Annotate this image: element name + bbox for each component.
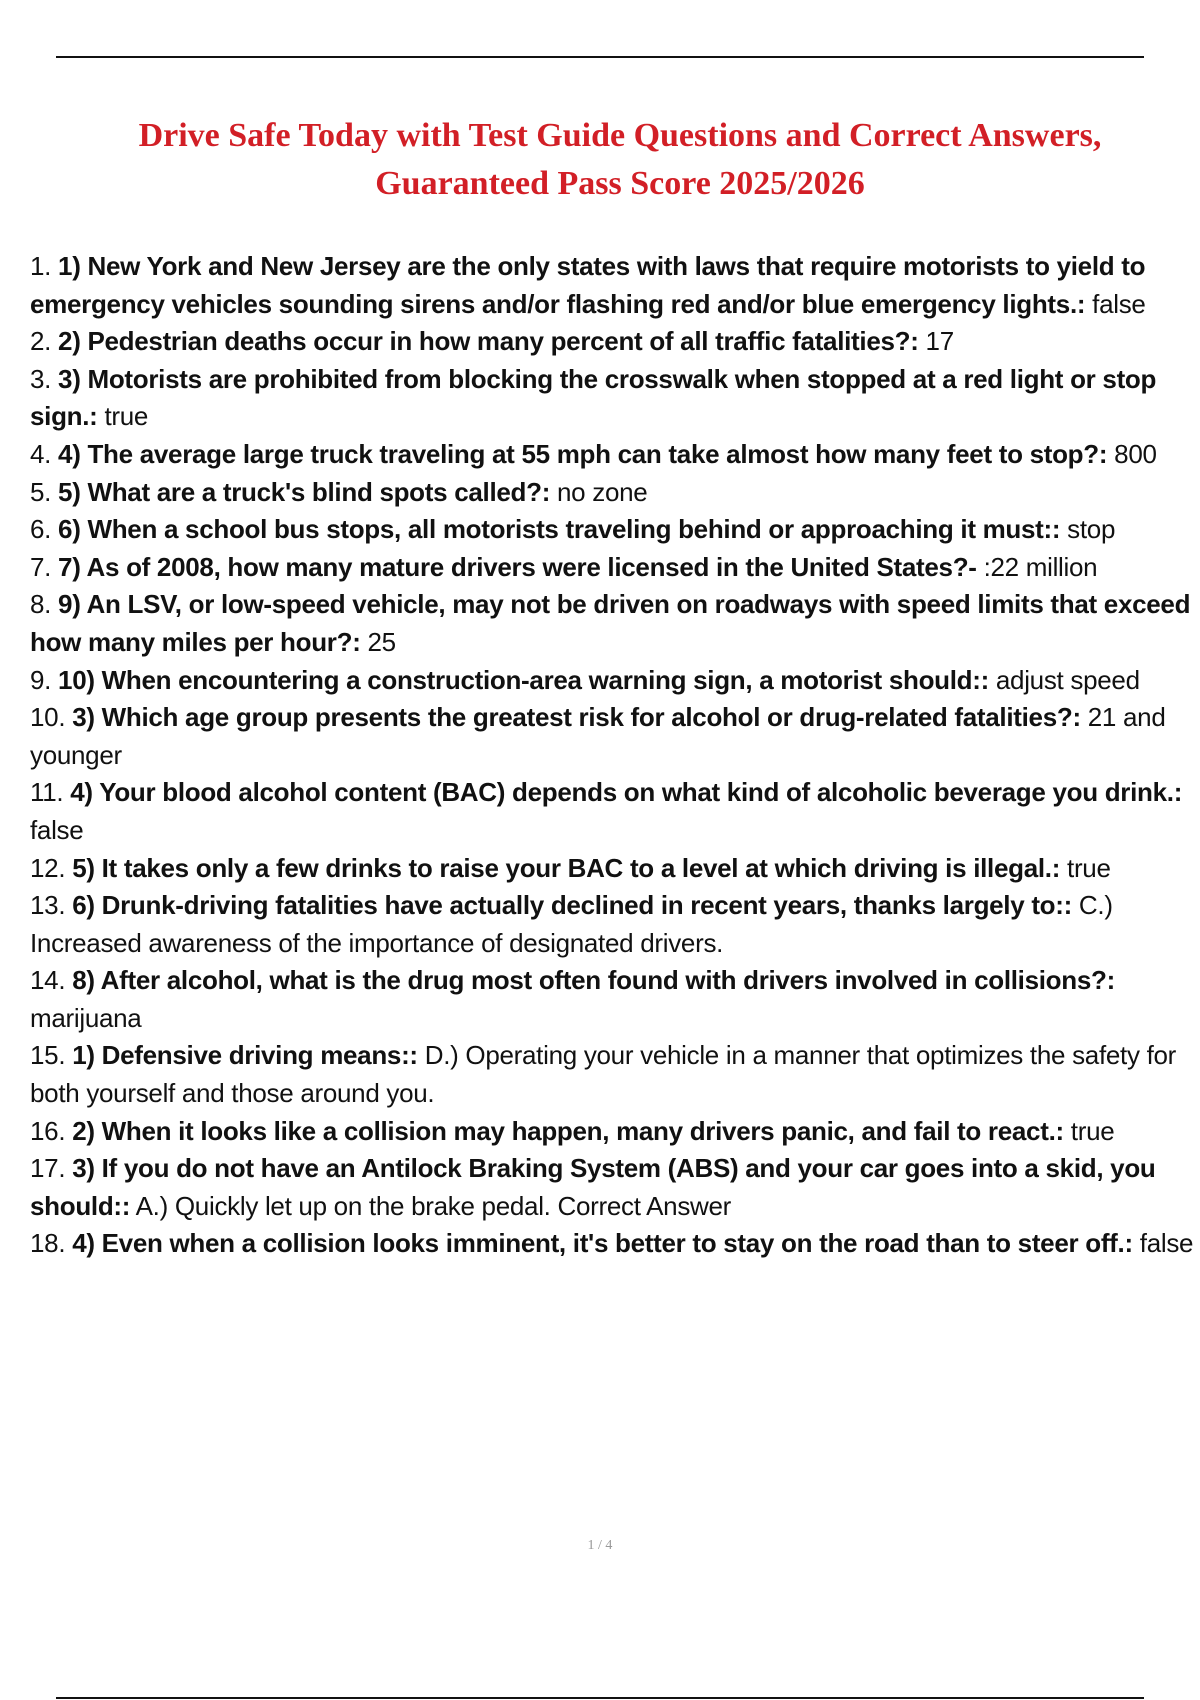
answer-text: false — [1092, 288, 1146, 319]
question-text: 5) It takes only a few drinks to raise your BAC to a level at which driving is illegal.: — [72, 852, 1061, 883]
question-number: 4. — [30, 438, 52, 469]
question-item — [30, 774, 1195, 849]
question-text: 10) When encountering a construction-area warning sign, a motorist should:: — [58, 664, 989, 695]
answer-text: D.) Operating your vehicle in a manner that optimizes the safety for both yourself and those around you. — [30, 1040, 1177, 1109]
answer-text: false — [30, 814, 84, 845]
question-text: 3) Motorists are prohibited from blocking the crosswalk when stopped at a red light or stop sign.: — [30, 363, 1157, 432]
question-number: 1. — [30, 251, 52, 281]
answer-text: 25 — [367, 626, 396, 657]
question-text: 2) Pedestrian deaths occur in how many percent of all traffic fatalities?: — [58, 326, 919, 357]
question-item — [30, 511, 1195, 549]
top-rule — [56, 56, 1144, 58]
answer-text: 800 — [1114, 438, 1157, 469]
question-number: 8. — [30, 589, 52, 620]
question-number: 2. — [30, 326, 52, 357]
question-item — [30, 699, 1195, 774]
question-text: 4) The average large truck traveling at 55 mph can take almost how many feet to stop?: — [58, 438, 1108, 469]
question-item — [30, 248, 1195, 323]
answer-text: :22 million — [983, 551, 1098, 582]
question-item — [30, 1037, 1195, 1112]
question-text: 4) Your blood alcohol content (BAC) depends on what kind of alcoholic beverage you drink.: — [70, 777, 1183, 808]
page-number: 1 / 4 — [587, 1538, 613, 1553]
answer-text: marijuana — [30, 1002, 142, 1033]
answer-text: true — [1070, 1115, 1115, 1146]
question-item — [30, 361, 1195, 436]
question-list — [30, 248, 1195, 1263]
question-text: 1) Defensive driving means:: — [72, 1040, 418, 1071]
title-line-1: Drive Safe Today with Test Guide Questions and Correct Answers, — [138, 117, 1102, 154]
question-text: 7) As of 2008, how many mature drivers were licensed in the United States?- — [58, 551, 977, 582]
question-item — [30, 662, 1195, 700]
question-item — [30, 586, 1195, 661]
question-item — [30, 323, 1195, 361]
question-number: 12. — [30, 852, 66, 883]
question-item — [30, 436, 1195, 474]
question-text: 2) When it looks like a collision may happen, many drivers panic, and fail to react.: — [72, 1115, 1064, 1146]
question-text: 6) Drunk-driving fatalities have actually declined in recent years, thanks largely to:: — [72, 890, 1072, 921]
question-number: 16. — [30, 1115, 66, 1146]
answer-text: C.) Increased awareness of the importance of designated drivers. — [30, 890, 1113, 958]
question-item — [30, 850, 1195, 888]
document-title — [60, 112, 1180, 208]
question-text: 4) Even when a collision looks imminent, it's better to stay on the road than to steer off.: — [72, 1228, 1133, 1259]
answer-text: true — [1067, 852, 1111, 883]
question-number: 9. — [30, 664, 52, 695]
question-text: 8) After alcohol, what is the drug most often found with drivers involved in collisions?: — [72, 965, 1115, 996]
question-number: 18. — [30, 1228, 66, 1259]
question-number: 14. — [30, 965, 66, 996]
answer-text: stop — [1067, 514, 1116, 545]
question-text: 1) New York and New Jersey are the only states with laws that require motorists to yield to emergency vehicles sounding sirens and/or flashing red and/or blue emergency lights.: — [30, 251, 1146, 319]
question-number: 11. — [30, 777, 64, 808]
question-number: 17. — [30, 1153, 66, 1184]
question-number: 10. — [30, 702, 66, 733]
question-item — [30, 549, 1195, 587]
question-text: 3) Which age group presents the greatest risk for alcohol or drug-related fatalities?: — [72, 702, 1081, 733]
question-text: 3) If you do not have an Antilock Braking System (ABS) and your car goes into a skid, you should:: — [30, 1153, 1156, 1221]
answer-text: true — [104, 401, 149, 432]
answer-text: 17 — [925, 326, 954, 357]
question-item — [30, 474, 1195, 512]
bottom-rule — [56, 1697, 1144, 1699]
question-text: 9) An LSV, or low-speed vehicle, may not be driven on roadways with speed limits that exceed how many miles per hour?: — [30, 589, 1191, 657]
question-item — [30, 1225, 1195, 1263]
answer-text: false — [1139, 1228, 1194, 1259]
question-number: 13. — [30, 890, 66, 921]
question-number: 7. — [30, 551, 52, 582]
question-number: 6. — [30, 514, 52, 545]
answer-text: 21 and younger — [30, 702, 1166, 770]
answer-text: adjust speed — [995, 664, 1140, 695]
answer-text: A.) Quickly let up on the brake pedal. Correct Answer — [135, 1190, 732, 1221]
question-item — [30, 962, 1195, 1037]
question-number: 5. — [30, 476, 52, 507]
question-item — [30, 887, 1195, 962]
question-item — [30, 1113, 1195, 1151]
title-line-2: Guaranteed Pass Score 2025/2026 — [375, 165, 865, 202]
question-number: 15. — [30, 1040, 66, 1071]
question-item — [30, 1150, 1195, 1225]
question-text: 5) What are a truck's blind spots called?: — [58, 476, 551, 507]
question-text: 6) When a school bus stops, all motorists traveling behind or approaching it must:: — [58, 514, 1061, 545]
question-number: 3. — [30, 363, 52, 394]
answer-text: no zone — [557, 476, 648, 507]
